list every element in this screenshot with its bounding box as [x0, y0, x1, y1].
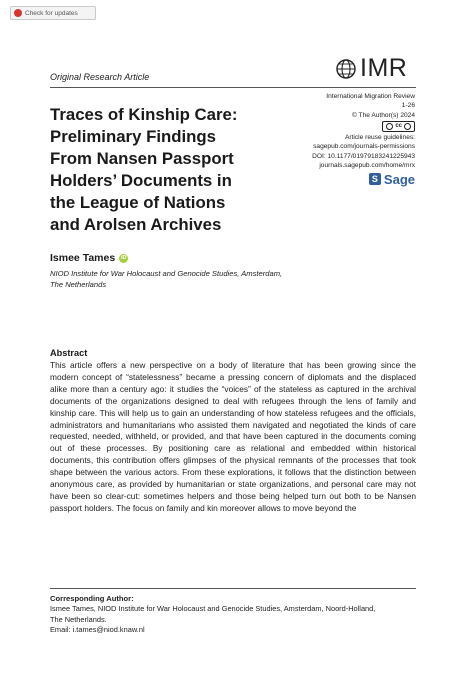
- corresponding-line: The Netherlands.: [50, 614, 107, 624]
- page-range: 1-26: [401, 102, 415, 110]
- journal-home-link[interactable]: journals.sagepub.com/home/mrx: [319, 162, 415, 170]
- title-line: the League of Nations: [50, 193, 226, 212]
- publisher-logo: [312, 173, 415, 185]
- title-line: and Arolsen Archives: [50, 215, 222, 234]
- abstract-text: This article offers a new perspective on a body of literature that has been growing since the modern concept of “statelessness” became a pressing concern of diplomats and the displaced alike more than a century ago: it studies the “voices” of the stateless as captured in the archival documents of the organizations designed to deal with refugees through the lens of family and kinship care. This will help us to gain an understanding of how stateless refugees and the officials, administrators and humanitarians who assisted them navigated and negotiated the kinds of care requested, needed, withheld, or provided, and that have been captured in the documents coming out of these processes. By positioning care as relational and embedded within historical documents, this contribution offers glimpses of the physical remnants of the processes that took shape between the various actors. From these explorations, it follows that the distinction between anonymous care, as provided by humanitarian or state organizations, and personal care may not have been so clear-cut: sometimes helpers and those being helped turn out both to be Nansen passport holders. The focus on family and kin moreover allows to move beyond the: [50, 360, 416, 513]
- title-line: Traces of Kinship Care:: [50, 105, 238, 124]
- article-title: [50, 104, 290, 236]
- journal-name: International Migration Review: [326, 93, 415, 100]
- journal-logo-text: IMR: [360, 54, 408, 82]
- check-updates-label: Check for updates: [25, 9, 78, 17]
- title-line: From Nansen Passport: [50, 149, 234, 168]
- affiliation-line: The Netherlands: [50, 280, 107, 289]
- journal-logo: [336, 54, 407, 83]
- sage-s-icon: S: [369, 173, 381, 185]
- reuse-label: Article reuse guidelines:: [344, 134, 415, 142]
- journal-meta: [312, 92, 415, 185]
- check-for-updates-badge[interactable]: [10, 6, 96, 20]
- publisher-name: Sage: [383, 171, 415, 187]
- abstract-heading: Abstract: [50, 348, 88, 358]
- globe-icon: [336, 59, 356, 79]
- reuse-link[interactable]: sagepub.com/journals-permissions: [313, 143, 415, 151]
- corresponding-line: Ismee Tames, NIOD Institute for War Holocaust and Genocide Studies, Amsterdam, Noord-Holland,: [50, 604, 376, 614]
- author-affiliation: [50, 268, 350, 290]
- corresponding-author: [50, 594, 430, 636]
- doi-link[interactable]: DOI: 10.1177/01979183241225943: [312, 152, 415, 160]
- copyright: © The Author(s) 2024: [351, 111, 415, 119]
- cc-license-badge[interactable]: cc: [382, 121, 415, 132]
- article-type-label: Original Research Article: [50, 72, 150, 82]
- cc-icon: [386, 123, 393, 130]
- header-rule: [50, 87, 416, 88]
- orcid-icon[interactable]: iD: [120, 254, 127, 261]
- author: [50, 252, 128, 264]
- title-line: Holders’ Documents in: [50, 171, 232, 190]
- check-updates-icon: [14, 9, 22, 17]
- corresponding-email[interactable]: Email: i.tames@niod.knaw.nl: [50, 625, 145, 635]
- by-icon: [404, 123, 411, 130]
- title-line: Preliminary Findings: [50, 127, 216, 146]
- corresponding-heading: Corresponding Author:: [50, 594, 134, 603]
- affiliation-line: NIOD Institute for War Holocaust and Genocide Studies, Amsterdam,: [50, 269, 283, 278]
- footer-rule: [50, 588, 416, 589]
- author-name: Ismee Tames: [50, 252, 116, 264]
